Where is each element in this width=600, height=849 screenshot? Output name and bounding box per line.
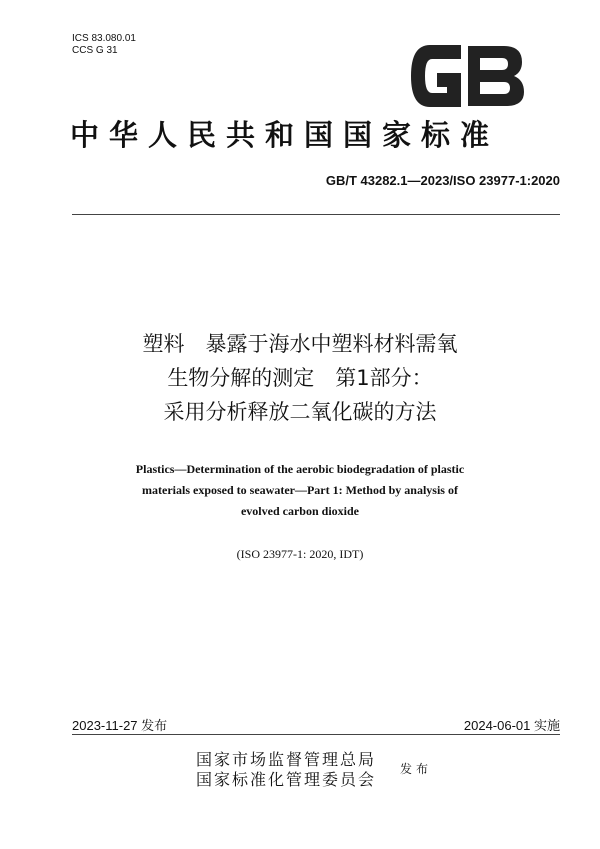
- effective-date: 2024-06-01 实施: [463, 718, 560, 733]
- issue-date: 2023-11-27 发布: [72, 718, 168, 733]
- footer-divider: [72, 734, 560, 735]
- publish-label: 发布: [400, 762, 433, 776]
- national-standard-title: 中华人民共和国国家标准: [70, 118, 500, 152]
- iso-equivalence: (ISO 23977-1: 2020, IDT): [236, 547, 364, 561]
- issuer: 国家市场监督管理总局: [196, 750, 377, 769]
- english-title-line: materials exposed to seawater—Part 1: Method by analysis of: [142, 483, 458, 497]
- gb-logo: [408, 40, 528, 112]
- chinese-title-line: 生物分解的测定 第1部分：: [167, 366, 433, 390]
- chinese-title: [0, 327, 600, 429]
- english-title: [0, 459, 600, 522]
- english-title-line: evolved carbon dioxide: [240, 504, 359, 518]
- english-title-line: Plastics—Determination of the aerobic biodegradation of plastic: [135, 462, 465, 476]
- issuer: 国家标准化管理委员会: [196, 770, 377, 789]
- classification-codes: [72, 33, 136, 57]
- header-divider: [72, 214, 560, 215]
- ccs-code: CCS G 31: [72, 45, 118, 56]
- standard-number: GB/T 43282.1—2023/ISO 23977-1:2020: [325, 173, 560, 188]
- ics-code: ICS 83.080.01: [72, 33, 136, 44]
- issuing-authorities: [196, 750, 376, 790]
- chinese-title-line: 塑料 暴露于海水中塑料材料需氧: [142, 332, 458, 356]
- chinese-title-line: 采用分析释放二氧化碳的方法: [163, 400, 437, 424]
